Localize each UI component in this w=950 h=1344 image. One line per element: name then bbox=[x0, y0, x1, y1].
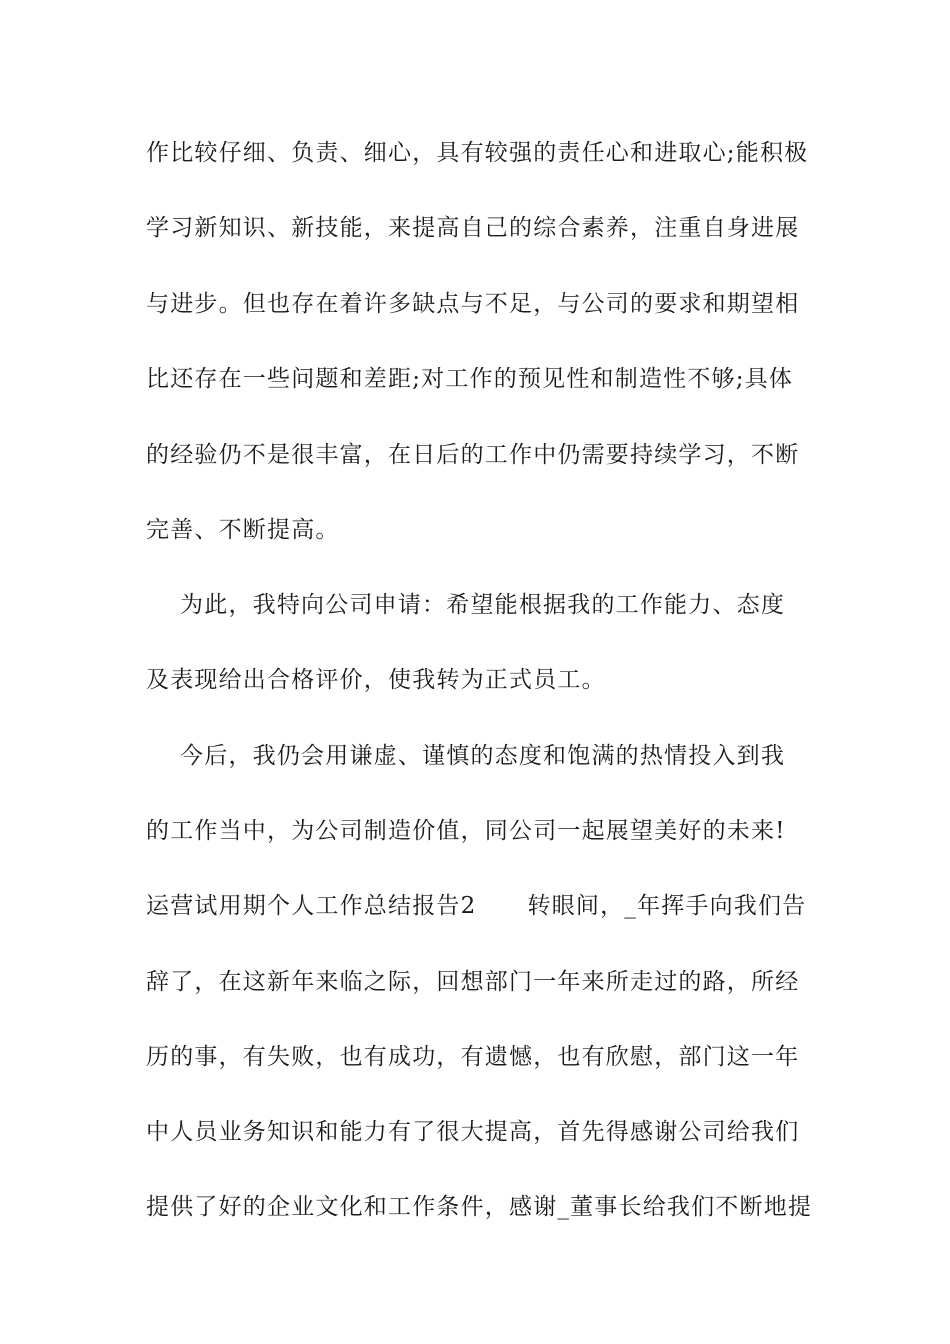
text-line: 完善、不断提高。 bbox=[146, 517, 340, 543]
text-line: 比还存在一些问题和差距;对工作的预见性和制造性不够;具体 bbox=[146, 366, 794, 392]
text-line: 及表现给出合格评价，使我转为正式员工。 bbox=[146, 667, 606, 693]
text-line: 作比较仔细、负责、细心，具有较强的责任心和进取心;能积极 bbox=[146, 140, 809, 166]
text-line: 中人员业务知识和能力有了很大提高，首先得感谢公司给我们 bbox=[146, 1119, 800, 1145]
text-line: 提供了好的企业文化和工作条件，感谢_董事长给我们不断地提 bbox=[146, 1194, 813, 1220]
text-line: 运营试用期个人工作总结报告2 转眼间，_年挥手向我们告 bbox=[146, 893, 807, 919]
text-line: 辞了，在这新年来临之际，回想部门一年来所走过的路，所经 bbox=[146, 969, 800, 995]
text-line: 学习新知识、新技能，来提高自己的综合素养，注重自身进展 bbox=[146, 215, 800, 241]
text-line: 的经验仍不是很丰富，在日后的工作中仍需要持续学习，不断 bbox=[146, 442, 800, 468]
text-line: 的工作当中，为公司制造价值，同公司一起展望美好的未来! bbox=[146, 818, 786, 844]
text-line: 为此，我特向公司申请：希望能根据我的工作能力、态度 bbox=[146, 592, 786, 618]
text-line: 历的事，有失败，也有成功，有遗憾，也有欣慰，部门这一年 bbox=[146, 1044, 800, 1070]
text-line: 与进步。但也存在着许多缺点与不足，与公司的要求和期望相 bbox=[146, 291, 800, 317]
text-line: 今后，我仍会用谦虚、谨慎的态度和饱满的热情投入到我 bbox=[146, 743, 786, 769]
